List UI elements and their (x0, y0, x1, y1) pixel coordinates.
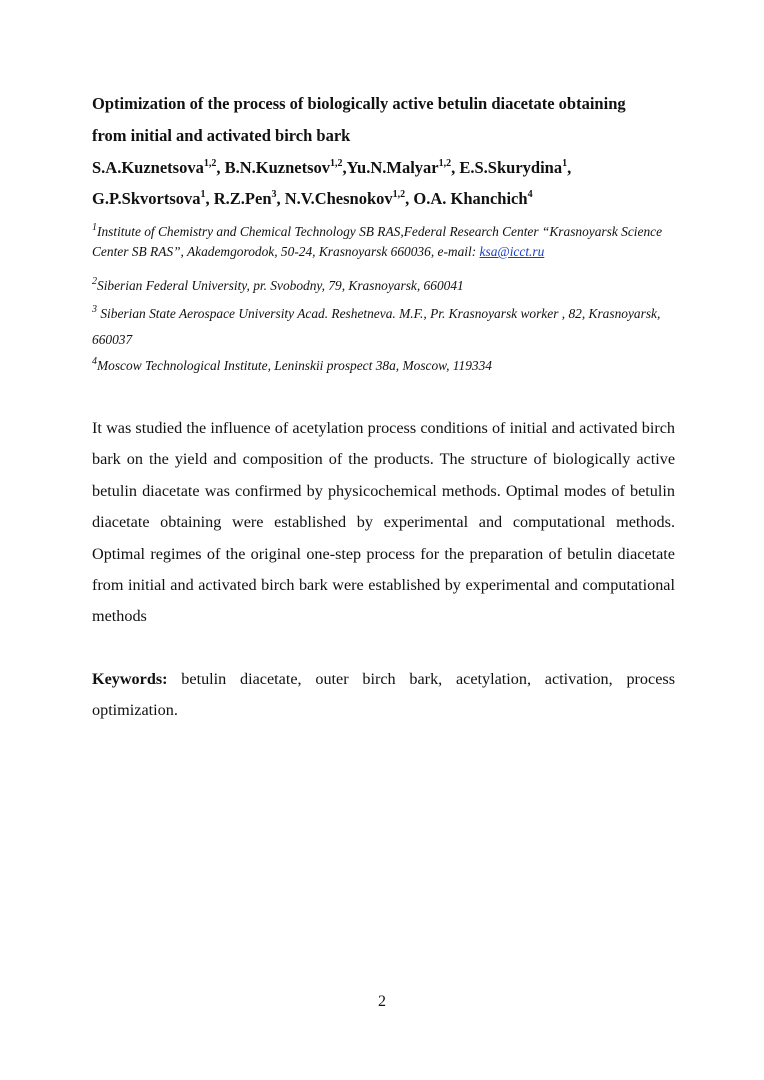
author: O.A. Khanchich$^4$ (413, 188, 533, 208)
paper-title (92, 88, 675, 152)
page-number: 2 (378, 993, 386, 1010)
author-list (92, 152, 675, 214)
author: N.V.Chesnokov$^{1,2}$, (284, 188, 414, 208)
email-link[interactable]: ksa@icct.ru (479, 244, 545, 259)
paper-page (92, 88, 675, 727)
author: S.A.Kuznetsova$^{1,2}$, (92, 157, 225, 177)
author: E.S.Skurydina$^1$, (459, 157, 572, 177)
affiliation-3: $^3$ Siberian State Aerospace University Acad. Reshetneva. M.F., Pr. Krasnoyarsk worker , 82, Krasnoyarsk, 660037 (92, 303, 661, 347)
abstract: It was studied the influence of acetylation process conditions of initial and activated birch bark on the yield and composition of the products. The structure of biologically active betulin diacetate was confirmed by physicochemical methods. Optimal modes of betulin diacetate obtaining were established by experimental and computational methods. Optimal regimes of the original one-step process for the preparation of betulin diacetate from initial and activated birch bark were established by experimental and computational methods (92, 419, 675, 626)
keywords (92, 664, 675, 727)
author: G.P.Skvortsova$^1$, (92, 188, 214, 208)
author: Yu.N.Malyar$^{1,2}$, (346, 157, 460, 177)
keywords-label: Keywords: (92, 669, 168, 688)
affiliation-1: $^1$Institute of Chemistry and Chemical Technology SB RAS,Federal Research Center “Krasnoyarsk Science Center SB RAS”, Akademgorodok, 50-24, Krasnoyarsk 660036, e-mail: ksa@icct.ru (92, 221, 663, 259)
title-line-2: from initial and activated birch bark (92, 126, 351, 145)
title-line-1: Optimization of the process of biologically active betulin diacetate obtaining (92, 94, 626, 113)
affiliation-2: $^2$Siberian Federal University, pr. Svobodny, 79, Krasnoyarsk, 660041 (92, 275, 464, 293)
affiliation-4: $^4$Moscow Technological Institute, Leninskii prospect 38a, Moscow, 119334 (92, 355, 492, 373)
keywords-text: betulin diacetate, outer birch bark, acetylation, activation, process optimization. (92, 669, 675, 720)
author: B.N.Kuznetsov$^{1,2}$, (224, 157, 347, 177)
author: R.Z.Pen$^3$, (213, 188, 285, 208)
